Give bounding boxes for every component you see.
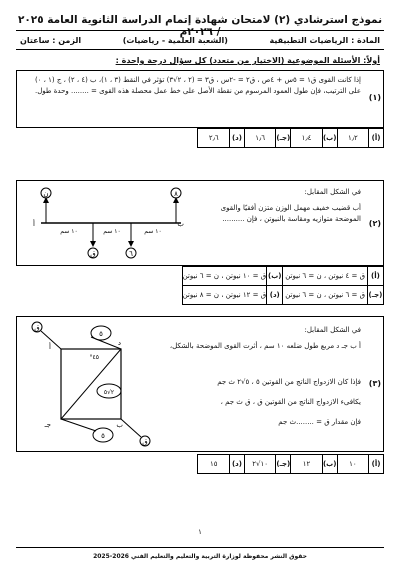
answer-value[interactable]: ١٥ (198, 455, 230, 474)
question-3-intro: في الشكل المقابل: (304, 326, 361, 334)
subject-label: المادة : الرياضيات التطبيقية (269, 35, 380, 45)
vertex-label: جـ (44, 421, 51, 429)
question-3-line: أ ب جـ د مربع طول ضلعه ١٠ سم ، أثرت القوى الموضحة بالشكل، (169, 342, 361, 350)
footer-divider (16, 547, 384, 548)
force-label: ٥ (99, 330, 103, 338)
force-label: ٨ (174, 190, 178, 198)
answer-value[interactable]: ١٠√٢ (244, 455, 276, 474)
answer-label[interactable]: (جـ) (276, 129, 291, 148)
answer-value[interactable]: ١٫٦ (244, 129, 276, 148)
rod-diagram (21, 185, 201, 261)
answer-value[interactable]: ق = ٤ نيوتن ، ن = ٦ نيوتن (283, 267, 368, 286)
answer-label[interactable]: (د) (230, 129, 245, 148)
answer-value[interactable]: ١٢ (291, 455, 323, 474)
question-2-answers (182, 266, 384, 305)
question-2-box (16, 180, 384, 266)
vertex-label: ب (116, 421, 123, 429)
answer-label[interactable]: (أ) (369, 129, 384, 148)
answer-label[interactable]: (ب) (322, 455, 337, 474)
answer-label[interactable]: (د) (267, 286, 283, 305)
time-label: الزمن : ساعتان (20, 35, 82, 45)
division-label: (الشعبة العلمية - رياضيات) (122, 35, 228, 45)
page-title: نموذج استرشادي (٢) لامتحان شهادة إتمام الدراسة الثانوية العامة ٢٠٢٥ / ٢٠٢٦م (17, 14, 383, 38)
answer-value[interactable]: ق = ٦ نيوتن ، ن = ٦ نيوتن (283, 286, 368, 305)
force-label: ق (34, 324, 40, 332)
distance-label: ١٠ سم (144, 228, 162, 235)
square-diagram (21, 319, 161, 449)
question-3-line: فإن مقدار ق = ........ث جم (278, 418, 361, 426)
copyright-footer: حقوق النشر محفوظة لوزارة التربية والتعليم والتعليم الفني 2026-2025 (93, 553, 307, 560)
force-label: ٦ (129, 250, 133, 258)
answer-label[interactable]: (أ) (367, 267, 383, 286)
question-3-line: فإذا كان الازدواج الناتج من القوتين ٥ ، ٥√٢ ث جم (217, 378, 361, 386)
exam-header (16, 30, 384, 50)
angle-label: ٤٥° (89, 354, 99, 361)
distance-label: ١٠ سم (60, 228, 78, 235)
question-3-line: يكافىء الازدواج الناتج من القوتين ق ، ق ث جم ، (220, 398, 361, 406)
force-label: ق (90, 250, 96, 258)
question-number: (٣) (368, 379, 381, 388)
force-label: ٥ (101, 432, 105, 440)
answer-label[interactable]: (د) (230, 455, 245, 474)
answer-label[interactable]: (جـ) (276, 455, 291, 474)
answer-label[interactable]: (ب) (322, 129, 337, 148)
answer-value[interactable]: ١٫٢ (337, 129, 369, 148)
question-2-text: أب قضيب خفيف مهمل الوزن متزن أفقيًا والقوى الموضحة متوازيه ومقاسة بالنيوتن ، فإن .......... (220, 204, 361, 223)
question-3-box (16, 316, 384, 452)
point-label: أ (33, 220, 35, 228)
answer-value[interactable]: ٢٫٦ (198, 129, 230, 148)
question-1-box (16, 70, 384, 128)
force-label: ق (142, 438, 148, 446)
distance-label: ١٠ سم (103, 228, 121, 235)
answer-label[interactable]: (أ) (369, 455, 384, 474)
question-number: (١) (368, 93, 381, 102)
point-label: ب (177, 220, 184, 228)
answer-label[interactable]: (ب) (267, 267, 283, 286)
answer-value[interactable]: ١٠ (337, 455, 369, 474)
section-heading: أولاً: الأسئلة الموضوعية (الاختيار من متعدد) كل سؤال درجة واحدة : (115, 56, 380, 65)
question-3-answers (197, 454, 384, 474)
question-1-answers (197, 128, 384, 148)
page-number: ١ (198, 528, 202, 536)
answer-value[interactable]: ق = ١٠ نيوتن ، ن = ٦ نيوتن (182, 267, 267, 286)
question-number: (٢) (368, 219, 381, 228)
vertex-label: أ (49, 343, 51, 351)
answer-label[interactable]: (جـ) (367, 286, 383, 305)
force-label: ن (43, 190, 49, 198)
answer-value[interactable]: ١٫٤ (291, 129, 323, 148)
question-2-intro: في الشكل المقابل: (304, 188, 361, 196)
question-1-text: إذا كانت القوى ق١ = ٥س + ٤ص ، ق٢ = -٢س ، ق٣ = (٢ ، ٢√٣) تؤثر في النقط (٣ ، ١)، ب (٤ ، ٢) ، ج (١ ، ٠) على الترتيب، فإن طول العمود المرسوم من نقطة الأصل على خط عمل محصلة هذه القوى = ........ وحدة طول. (34, 76, 361, 95)
vertex-label: د (117, 339, 121, 347)
force-label: ٢√٥ (103, 389, 115, 396)
answer-value[interactable]: ق = ١٢ نيوتن ، ن = ٨ نيوتن (182, 286, 267, 305)
